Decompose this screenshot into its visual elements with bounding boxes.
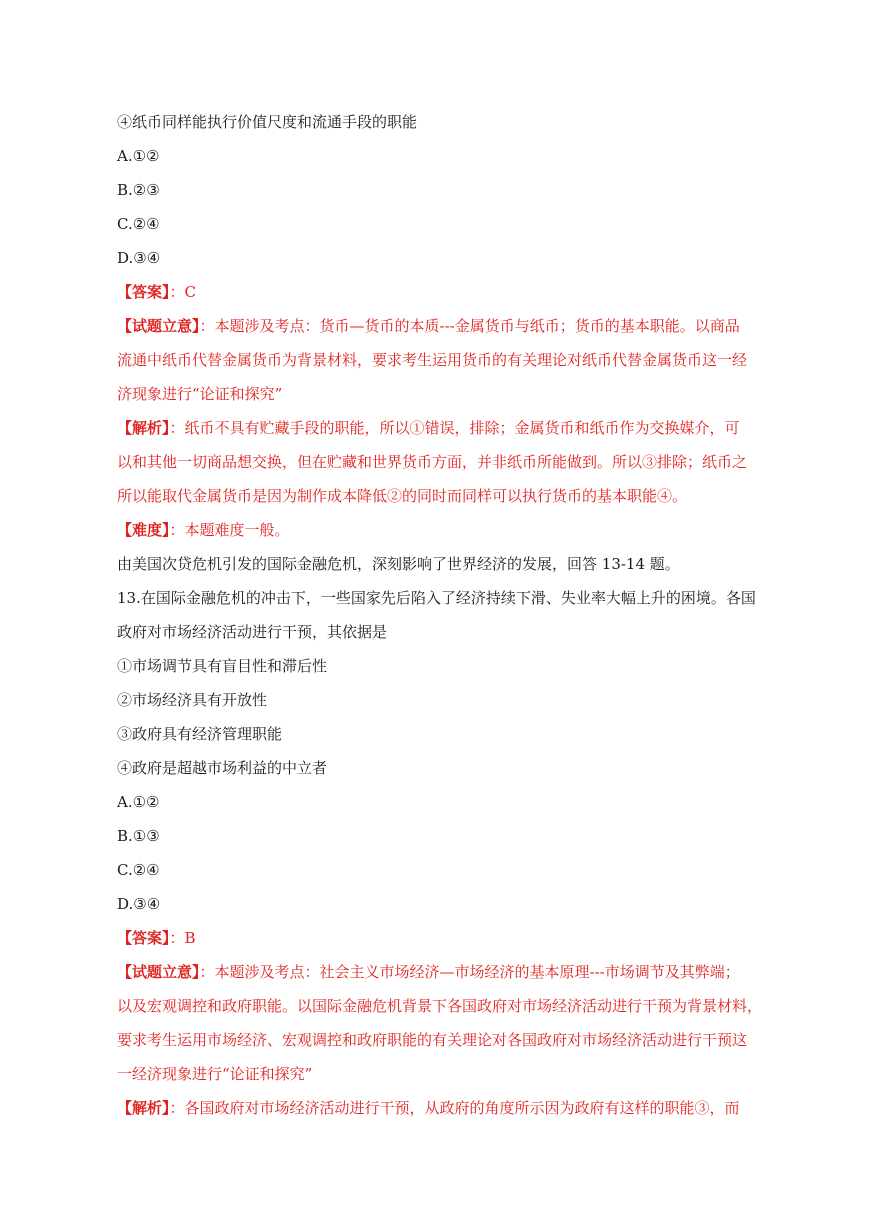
q13-statement-3: ③政府具有经济管理职能 <box>117 725 283 743</box>
q13-intent-line-3: 要求考生运用市场经济、宏观调控和政府职能的有关理论对各国政府对市场经济活动进行干预这 <box>117 1031 748 1049</box>
q13-analysis-line-1 <box>117 1098 765 1118</box>
difficulty-tag: 【难度】 <box>117 521 170 539</box>
q13-option-b: B.①③ <box>117 827 160 845</box>
difficulty-value: ：本题难度一般。 <box>169 521 290 539</box>
q12-intent-line-1 <box>117 316 765 336</box>
q13-stem-line-2: 政府对市场经济活动进行干预，其依据是 <box>117 623 388 641</box>
q13-stem-line-1: 13.在国际金融危机的冲击下，一些国家先后陷入了经济持续下滑、失业率大幅上升的困境。各国 <box>117 589 756 607</box>
q12-statement-4: ④纸币同样能执行价值尺度和流通手段的职能 <box>117 113 418 131</box>
group-intro: 由美国次贷危机引发的国际金融危机，深刻影响了世界经济的发展，回答 13-14 题。 <box>117 555 680 573</box>
answer-value: ：B <box>169 929 196 947</box>
intent-tag: 【试题立意】 <box>117 317 200 335</box>
q13-option-d: D.③④ <box>117 895 161 913</box>
answer-value: ：C <box>169 283 196 301</box>
q12-option-d: D.③④ <box>117 249 161 267</box>
intent-text: ：本题涉及考点：社会主义市场经济—市场经济的基本原理---市场调节及其弊端； <box>199 963 740 981</box>
q13-option-c: C.②④ <box>117 861 160 879</box>
intent-text: ：本题涉及考点：货币—货币的本质---金属货币与纸币；货币的基本职能。以商品 <box>199 317 740 335</box>
analysis-tag: 【解析】 <box>117 1099 170 1117</box>
q13-intent-line-4: 一经济现象进行“论证和探究” <box>117 1065 313 1083</box>
answer-tag: 【答案】 <box>117 929 170 947</box>
q13-intent-line-1 <box>117 962 765 982</box>
q13-statement-2: ②市场经济具有开放性 <box>117 691 268 709</box>
q12-analysis-line-2: 以和其他一切商品想交换，但在贮藏和世界货币方面，并非纸币所能做到。所以③排除；纸币之 <box>117 453 748 471</box>
analysis-text: ：各国政府对市场经济活动进行干预，从政府的角度所示因为政府有这样的职能③，而 <box>169 1099 740 1117</box>
q13-statement-4: ④政府是超越市场利益的中立者 <box>117 759 328 777</box>
q12-analysis-line-3: 所以能取代金属货币是因为制作成本降低②的同时而同样可以执行货币的基本职能④。 <box>117 487 688 505</box>
analysis-text: ：纸币不具有贮藏手段的职能，所以①错误，排除；金属货币和纸币作为交换媒介，可 <box>169 419 740 437</box>
q12-option-c: C.②④ <box>117 215 160 233</box>
answer-tag: 【答案】 <box>117 283 170 301</box>
q12-analysis-line-1 <box>117 418 765 438</box>
q12-option-b: B.②③ <box>117 181 160 199</box>
q13-answer <box>117 928 765 948</box>
q13-intent-line-2: 以及宏观调控和政府职能。以国际金融危机背景下各国政府对市场经济活动进行干预为背景材料， <box>117 997 763 1015</box>
q13-statement-1: ①市场调节具有盲目性和滞后性 <box>117 657 328 675</box>
q12-intent-line-2: 流通中纸币代替金属货币为背景材料，要求考生运用货币的有关理论对纸币代替金属货币这一经 <box>117 351 748 369</box>
intent-tag: 【试题立意】 <box>117 963 200 981</box>
q12-intent-line-3: 济现象进行“论证和探究” <box>117 385 283 403</box>
analysis-tag: 【解析】 <box>117 419 170 437</box>
q12-option-a: A.①② <box>117 147 160 165</box>
q12-difficulty <box>117 520 765 540</box>
q12-answer <box>117 282 765 302</box>
q13-option-a: A.①② <box>117 793 160 811</box>
